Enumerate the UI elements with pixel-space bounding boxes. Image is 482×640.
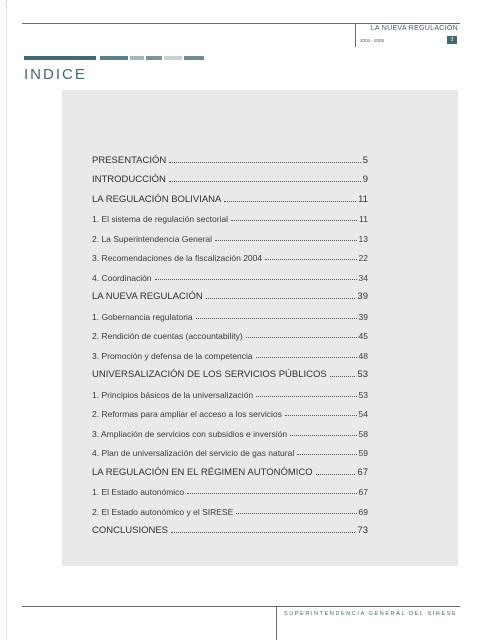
toc-subsection-entry[interactable] [92,400,368,420]
toc-subsection-entry[interactable] [92,478,368,498]
toc-entry-title: 2. La Superintendencia General [92,233,213,244]
toc-subsection-entry[interactable] [92,419,368,439]
toc-entry-title: 1. Gobernancia regulatoria [92,311,193,322]
toc-page-number: 9 [362,174,368,185]
toc-subsection-entry[interactable] [92,263,368,283]
running-header-title: LA NUEVA REGULACIÓN [370,25,458,32]
toc-entry-title: 2. Rendición de cuentas (accountability) [92,331,243,341]
color-bar-segment [146,56,162,60]
toc-page-number: 11 [359,214,368,224]
toc-entry-title: 4. Plan de universalización del servicio de gas natural [92,448,295,458]
toc-dot-leader [256,357,357,358]
toc-dot-leader [171,532,355,533]
toc-page-number: 5 [362,154,368,166]
toc-page-number: 53 [358,389,368,400]
toc-entry-title: LA NUEVA REGULACIÓN [92,291,203,302]
toc-page-number: 48 [358,350,368,361]
toc-dot-leader [224,201,356,202]
toc-dot-leader [215,240,357,241]
toc-dot-leader [256,396,356,397]
toc-dot-leader [297,454,356,455]
toc-dot-leader [169,181,361,182]
toc-entry-title: 1. Principios básicos de la universalización [92,389,254,400]
color-bar-segment [130,56,144,60]
toc-entry-title: PRESENTACIÓN [92,154,167,166]
toc-dot-leader [187,493,356,494]
toc-subsection-entry[interactable] [92,322,368,342]
toc-page-number: 45 [358,331,368,341]
toc-entry-title: 4. Coordinación [92,272,152,283]
toc-page-number: 67 [357,466,368,478]
header-rule [22,23,460,24]
toc-page-number: 67 [358,487,368,497]
toc-dot-leader [236,513,356,514]
toc-subsection-entry[interactable] [92,497,368,517]
toc-entry-title: 3. Promoción y defensa de la competencia [92,350,253,361]
toc-section-entry[interactable] [92,185,368,205]
table-of-contents [92,146,368,536]
toc-section-entry[interactable] [92,146,368,166]
toc-entry-title: 3. Ampliación de servicios con subsidios e inversión [92,428,288,439]
toc-dot-leader [231,220,357,221]
toc-page-number: 39 [358,311,368,322]
toc-dot-leader [265,259,356,260]
toc-page-number: 11 [358,193,368,205]
toc-subsection-entry[interactable] [92,439,368,459]
toc-page-number: 22 [358,253,368,263]
toc-dot-leader [246,337,357,338]
toc-subsection-entry[interactable] [92,205,368,225]
toc-section-entry[interactable] [92,517,368,537]
page-title: INDICE [24,66,87,83]
toc-page-number: 54 [358,409,368,419]
color-bar-segment [100,56,128,60]
color-bar-segment [184,56,204,60]
toc-dot-leader [316,474,356,475]
footer-organization: SUPERINTENDENCIA GENERAL DEL SIRESE [284,611,458,617]
footer-divider [276,606,277,640]
toc-page-number: 58 [358,428,368,439]
toc-page-number: 13 [358,233,368,244]
toc-dot-leader [155,279,357,280]
left-margin-dotted-rule [6,0,7,640]
toc-subsection-entry[interactable] [92,380,368,400]
toc-section-entry[interactable] [92,458,368,478]
toc-section-entry[interactable] [92,361,368,381]
toc-dot-leader [206,298,356,299]
toc-entry-title: 1. El Estado autonómico [92,487,185,497]
header-divider [355,23,356,47]
toc-entry-title: 1. El sistema de regulación sectorial [92,214,229,224]
toc-entry-title: 2. Reformas para ampliar el acceso a los servicios [92,409,282,419]
toc-entry-title: UNIVERSALIZACIÓN DE LOS SERVICIOS PÚBLICOS [92,369,327,380]
toc-subsection-entry[interactable] [92,224,368,244]
toc-page-number: 69 [358,506,368,517]
toc-dot-leader [169,162,360,163]
toc-entry-title: 3. Recomendaciones de la fiscalización 2004 [92,253,263,263]
toc-page-number: 53 [357,369,368,380]
toc-entry-title: LA REGULACIÓN EN EL RÉGIMEN AUTONÓMICO [92,466,313,478]
toc-dot-leader [285,415,357,416]
toc-page-number: 34 [358,272,368,283]
toc-entry-title: LA REGULACIÓN BOLIVIANA [92,193,222,205]
color-bar-segment [164,56,182,60]
toc-page-number: 73 [357,525,368,536]
footer-rule [22,606,460,607]
toc-entry-title: INTRODUCCIÓN [92,174,166,185]
toc-dot-leader [196,318,357,319]
toc-page-number: 39 [357,291,368,302]
page-number-badge: 3 [447,36,457,44]
toc-subsection-entry[interactable] [92,244,368,264]
toc-dot-leader [330,376,356,377]
toc-entry-title: CONCLUSIONES [92,525,169,536]
color-bar-segment [24,56,96,60]
toc-page-number: 59 [358,448,368,458]
running-header-years: 2004 - 2005 [360,38,385,43]
toc-section-entry[interactable] [92,283,368,303]
toc-entry-title: 2. El Estado autonómico y el SIRESE [92,506,234,517]
toc-subsection-entry[interactable] [92,341,368,361]
toc-dot-leader [290,435,356,436]
toc-subsection-entry[interactable] [92,302,368,322]
toc-section-entry[interactable] [92,166,368,186]
